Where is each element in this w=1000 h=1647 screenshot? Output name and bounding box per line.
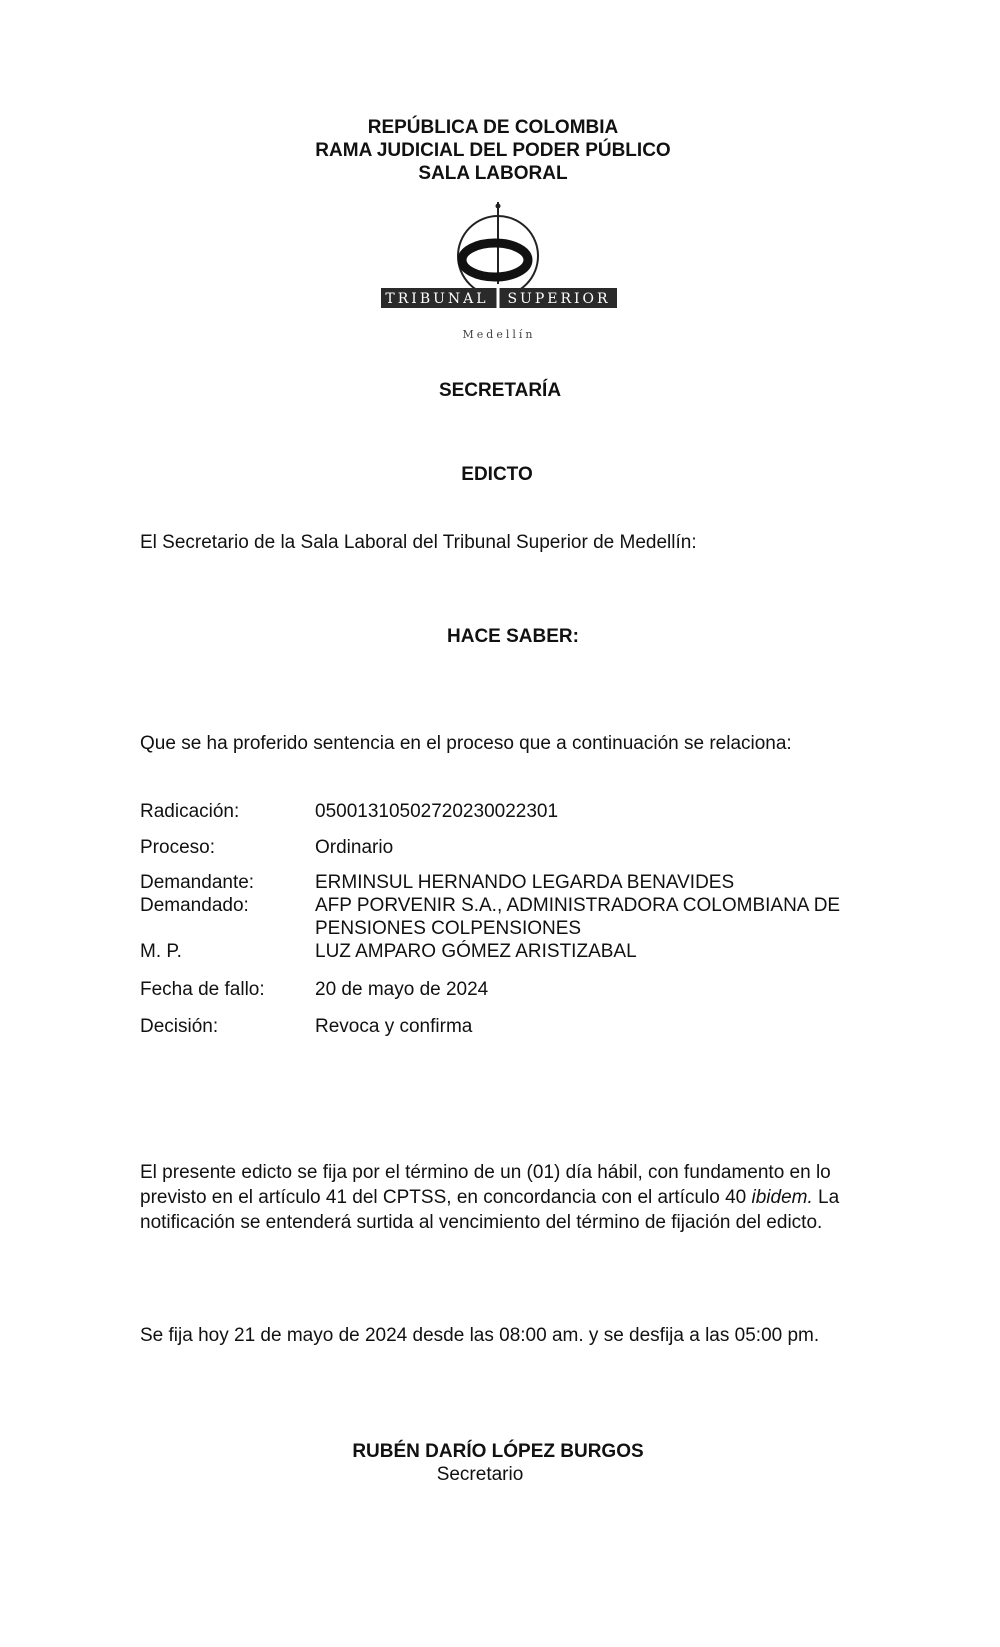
detail-label: M. P.	[140, 941, 182, 962]
detail-value: 05001310502720230022301	[315, 801, 559, 822]
header-chamber: SALA LABORAL	[418, 163, 568, 184]
document-header	[0, 116, 1000, 185]
term-paragraph	[140, 1160, 878, 1235]
detail-value: Revoca y confirma	[315, 1016, 473, 1037]
detail-label: Demandado:	[140, 895, 249, 916]
signature-block	[0, 1440, 1000, 1486]
detail-value: 20 de mayo de 2024	[315, 979, 489, 1000]
detail-value: AFP PORVENIR S.A., ADMINISTRADORA COLOMBIANA DE PENSIONES COLPENSIONES	[315, 895, 841, 939]
detail-label: Demandante:	[140, 872, 255, 893]
fixing-text: Se fija hoy 21 de mayo de 2024 desde las 08:00 am. y se desfija a las 05:00 pm.	[140, 1325, 820, 1346]
logo-text-right: SUPERIOR	[507, 291, 611, 307]
header-branch: RAMA JUDICIAL DEL PODER PÚBLICO	[315, 140, 671, 161]
announcement: HACE SABER:	[447, 626, 579, 647]
detail-value: Ordinario	[315, 837, 394, 858]
tribunal-logo	[381, 200, 617, 346]
header-country: REPÚBLICA DE COLOMBIA	[367, 117, 619, 138]
intro-text: El Secretario de la Sala Laboral del Tribunal Superior de Medellín:	[140, 532, 697, 553]
detail-label: Proceso:	[140, 837, 215, 858]
section-title: SECRETARÍA	[438, 380, 562, 401]
term-text-part2: La notificación se entenderá surtida al vencimiento del término de fijación del edicto.	[140, 1187, 840, 1233]
detail-value: LUZ AMPARO GÓMEZ ARISTIZABAL	[315, 941, 637, 962]
document-type: EDICTO	[461, 464, 533, 485]
signer-role: Secretario	[436, 1464, 524, 1485]
term-text-part1: El presente edicto se fija por el término de un (01) día hábil, con fundamento en lo previsto en el artículo 41 del CPTSS, en concordancia con el artículo 40	[140, 1162, 831, 1208]
logo-city: Medellín	[462, 328, 536, 341]
tribunal-emblem-icon	[381, 200, 617, 330]
logo-text-left: TRIBUNAL	[385, 291, 489, 307]
detail-label: Fecha de fallo:	[140, 979, 265, 1000]
detail-label: Radicación:	[140, 801, 240, 822]
statement-text: Que se ha proferido sentencia en el proceso que a continuación se relaciona:	[140, 733, 792, 754]
detail-value: ERMINSUL HERNANDO LEGARDA BENAVIDES	[315, 872, 735, 893]
signer-name: RUBÉN DARÍO LÓPEZ BURGOS	[352, 1441, 644, 1462]
term-text-italic: ibidem.	[751, 1187, 813, 1208]
detail-label: Decisión:	[140, 1016, 219, 1037]
